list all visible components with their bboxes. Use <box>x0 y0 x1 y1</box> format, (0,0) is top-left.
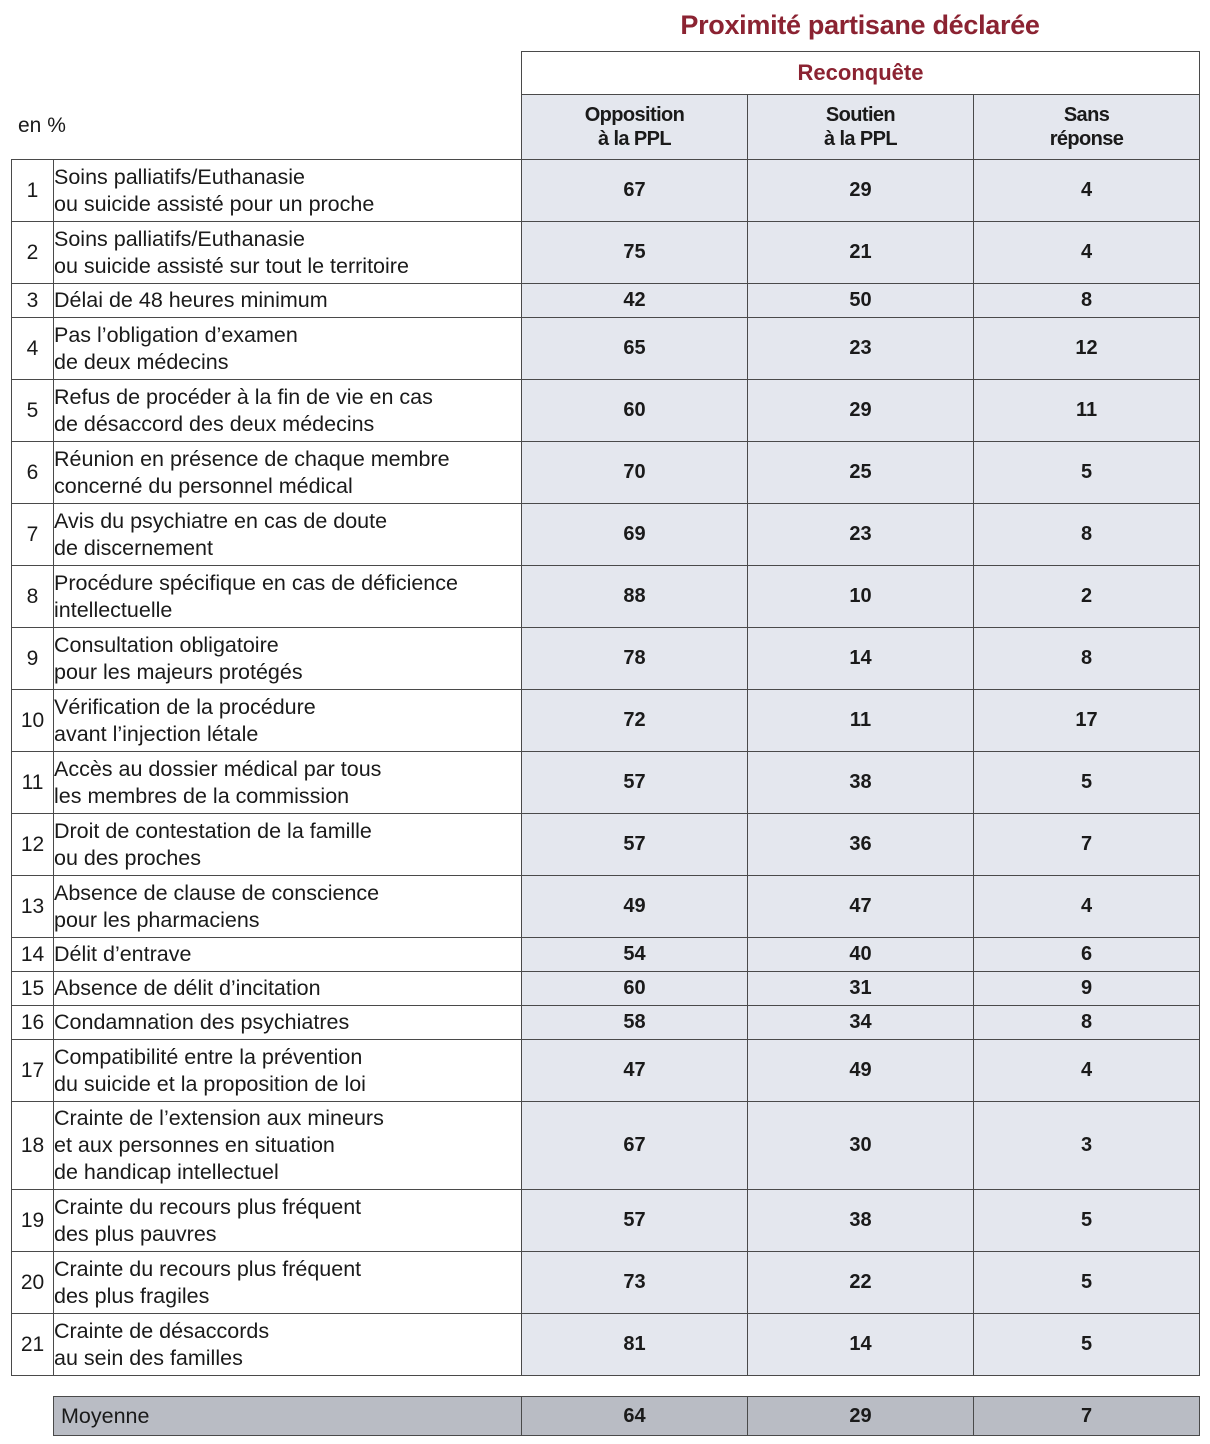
cell-soutien: 38 <box>748 1190 974 1252</box>
table-row <box>12 1190 1200 1252</box>
cell-opposition: 75 <box>522 222 748 284</box>
row-number: 4 <box>12 318 54 380</box>
cell-sans-reponse: 9 <box>974 972 1200 1006</box>
row-number: 1 <box>12 160 54 222</box>
row-label: Soins palliatifs/Euthanasie ou suicide assisté pour un proche <box>54 160 522 222</box>
cell-soutien: 38 <box>748 752 974 814</box>
row-number: 9 <box>12 628 54 690</box>
cell-opposition: 65 <box>522 318 748 380</box>
header-spacer <box>12 95 522 160</box>
cell-soutien: 40 <box>748 938 974 972</box>
cell-opposition: 67 <box>522 1102 748 1190</box>
cell-soutien: 36 <box>748 814 974 876</box>
row-number: 8 <box>12 566 54 628</box>
cell-opposition: 73 <box>522 1252 748 1314</box>
row-label: Délai de 48 heures minimum <box>54 284 522 318</box>
cell-soutien: 30 <box>748 1102 974 1190</box>
table-row <box>12 1102 1200 1190</box>
row-label: Absence de clause de conscience pour les pharmaciens <box>54 876 522 938</box>
row-number: 10 <box>12 690 54 752</box>
row-number: 13 <box>12 876 54 938</box>
cell-opposition: 69 <box>522 504 748 566</box>
cell-opposition: 57 <box>522 814 748 876</box>
table-row <box>12 690 1200 752</box>
row-number: 6 <box>12 442 54 504</box>
cell-soutien: 23 <box>748 318 974 380</box>
cell-opposition: 60 <box>522 972 748 1006</box>
column-header-sans-reponse: Sans réponse <box>974 95 1200 160</box>
row-number: 11 <box>12 752 54 814</box>
cell-soutien: 50 <box>748 284 974 318</box>
cell-sans-reponse: 7 <box>974 814 1200 876</box>
row-label: Consultation obligatoire pour les majeurs protégés <box>54 628 522 690</box>
row-label: Crainte de désaccords au sein des familles <box>54 1314 522 1376</box>
cell-soutien: 25 <box>748 442 974 504</box>
unit-label: en % <box>18 114 66 137</box>
row-label: Réunion en présence de chaque membre concerné du personnel médical <box>54 442 522 504</box>
table-row <box>12 1314 1200 1376</box>
cell-sans-reponse: 8 <box>974 504 1200 566</box>
cell-sans-reponse: 8 <box>974 1006 1200 1040</box>
row-label: Compatibilité entre la prévention du suicide et la proposition de loi <box>54 1040 522 1102</box>
row-label: Droit de contestation de la famille ou des proches <box>54 814 522 876</box>
row-number: 15 <box>12 972 54 1006</box>
cell-opposition: 49 <box>522 876 748 938</box>
row-label: Soins palliatifs/Euthanasie ou suicide assisté sur tout le territoire <box>54 222 522 284</box>
table-row <box>12 380 1200 442</box>
row-label: Crainte du recours plus fréquent des plus fragiles <box>54 1252 522 1314</box>
cell-opposition: 88 <box>522 566 748 628</box>
average-sans-reponse: 7 <box>974 1397 1200 1436</box>
table-row <box>12 628 1200 690</box>
cell-sans-reponse: 5 <box>974 752 1200 814</box>
row-number: 17 <box>12 1040 54 1102</box>
cell-soutien: 11 <box>748 690 974 752</box>
cell-soutien: 47 <box>748 876 974 938</box>
column-header-soutien: Soutien à la PPL <box>748 95 974 160</box>
table-row <box>12 972 1200 1006</box>
cell-sans-reponse: 12 <box>974 318 1200 380</box>
row-number: 16 <box>12 1006 54 1040</box>
average-opposition: 64 <box>522 1397 748 1436</box>
cell-soutien: 49 <box>748 1040 974 1102</box>
cell-opposition: 60 <box>522 380 748 442</box>
table-row <box>12 284 1200 318</box>
table-row <box>12 1252 1200 1314</box>
cell-soutien: 21 <box>748 222 974 284</box>
row-label: Vérification de la procédure avant l’injection létale <box>54 690 522 752</box>
row-label: Refus de procéder à la fin de vie en cas de désaccord des deux médecins <box>54 380 522 442</box>
table-row <box>12 876 1200 938</box>
row-number: 2 <box>12 222 54 284</box>
cell-sans-reponse: 11 <box>974 380 1200 442</box>
cell-sans-reponse: 5 <box>974 1314 1200 1376</box>
table-row <box>12 752 1200 814</box>
cell-sans-reponse: 8 <box>974 284 1200 318</box>
cell-sans-reponse: 5 <box>974 442 1200 504</box>
cell-opposition: 81 <box>522 1314 748 1376</box>
row-label: Délit d’entrave <box>54 938 522 972</box>
table-row <box>12 318 1200 380</box>
cell-opposition: 57 <box>522 752 748 814</box>
table-row <box>12 442 1200 504</box>
table-title: Proximité partisane déclarée <box>680 10 1040 40</box>
row-number: 7 <box>12 504 54 566</box>
cell-sans-reponse: 4 <box>974 160 1200 222</box>
row-label: Absence de délit d’incitation <box>54 972 522 1006</box>
average-soutien: 29 <box>748 1397 974 1436</box>
cell-soutien: 29 <box>748 380 974 442</box>
party-header: Reconquête <box>522 52 1200 95</box>
cell-sans-reponse: 2 <box>974 566 1200 628</box>
cell-opposition: 54 <box>522 938 748 972</box>
cell-sans-reponse: 4 <box>974 1040 1200 1102</box>
cell-opposition: 67 <box>522 160 748 222</box>
table-row <box>12 1040 1200 1102</box>
row-number: 5 <box>12 380 54 442</box>
cell-sans-reponse: 5 <box>974 1252 1200 1314</box>
row-label: Pas l’obligation d’examen de deux médecins <box>54 318 522 380</box>
row-number: 20 <box>12 1252 54 1314</box>
row-label: Crainte de l’extension aux mineurs et aux personnes en situation de handicap intellectuel <box>54 1102 522 1190</box>
cell-opposition: 70 <box>522 442 748 504</box>
average-row <box>53 1396 1200 1436</box>
cell-sans-reponse: 4 <box>974 876 1200 938</box>
row-label: Procédure spécifique en cas de déficience intellectuelle <box>54 566 522 628</box>
cell-soutien: 31 <box>748 972 974 1006</box>
cell-opposition: 57 <box>522 1190 748 1252</box>
row-number: 14 <box>12 938 54 972</box>
table-row <box>12 1006 1200 1040</box>
table-row <box>12 160 1200 222</box>
row-number: 3 <box>12 284 54 318</box>
cell-sans-reponse: 17 <box>974 690 1200 752</box>
cell-sans-reponse: 5 <box>974 1190 1200 1252</box>
table-row <box>12 504 1200 566</box>
table-body <box>12 160 1200 1376</box>
cell-sans-reponse: 6 <box>974 938 1200 972</box>
table-row <box>12 938 1200 972</box>
cell-soutien: 10 <box>748 566 974 628</box>
cell-sans-reponse: 3 <box>974 1102 1200 1190</box>
results-table <box>11 51 1200 1376</box>
cell-soutien: 14 <box>748 628 974 690</box>
row-label: Avis du psychiatre en cas de doute de discernement <box>54 504 522 566</box>
row-label: Crainte du recours plus fréquent des plus pauvres <box>54 1190 522 1252</box>
cell-soutien: 29 <box>748 160 974 222</box>
cell-sans-reponse: 4 <box>974 222 1200 284</box>
row-label: Condamnation des psychiatres <box>54 1006 522 1040</box>
cell-opposition: 58 <box>522 1006 748 1040</box>
average-label: Moyenne <box>54 1397 522 1436</box>
row-number: 21 <box>12 1314 54 1376</box>
cell-opposition: 42 <box>522 284 748 318</box>
cell-soutien: 23 <box>748 504 974 566</box>
cell-opposition: 72 <box>522 690 748 752</box>
cell-soutien: 14 <box>748 1314 974 1376</box>
cell-soutien: 22 <box>748 1252 974 1314</box>
column-header-opposition: Opposition à la PPL <box>522 95 748 160</box>
cell-opposition: 47 <box>522 1040 748 1102</box>
cell-sans-reponse: 8 <box>974 628 1200 690</box>
row-number: 12 <box>12 814 54 876</box>
row-number: 19 <box>12 1190 54 1252</box>
table-row <box>12 566 1200 628</box>
cell-soutien: 34 <box>748 1006 974 1040</box>
row-label: Accès au dossier médical par tous les membres de la commission <box>54 752 522 814</box>
table-row <box>12 222 1200 284</box>
cell-opposition: 78 <box>522 628 748 690</box>
header-spacer <box>12 52 522 95</box>
table-row <box>12 814 1200 876</box>
row-number: 18 <box>12 1102 54 1190</box>
